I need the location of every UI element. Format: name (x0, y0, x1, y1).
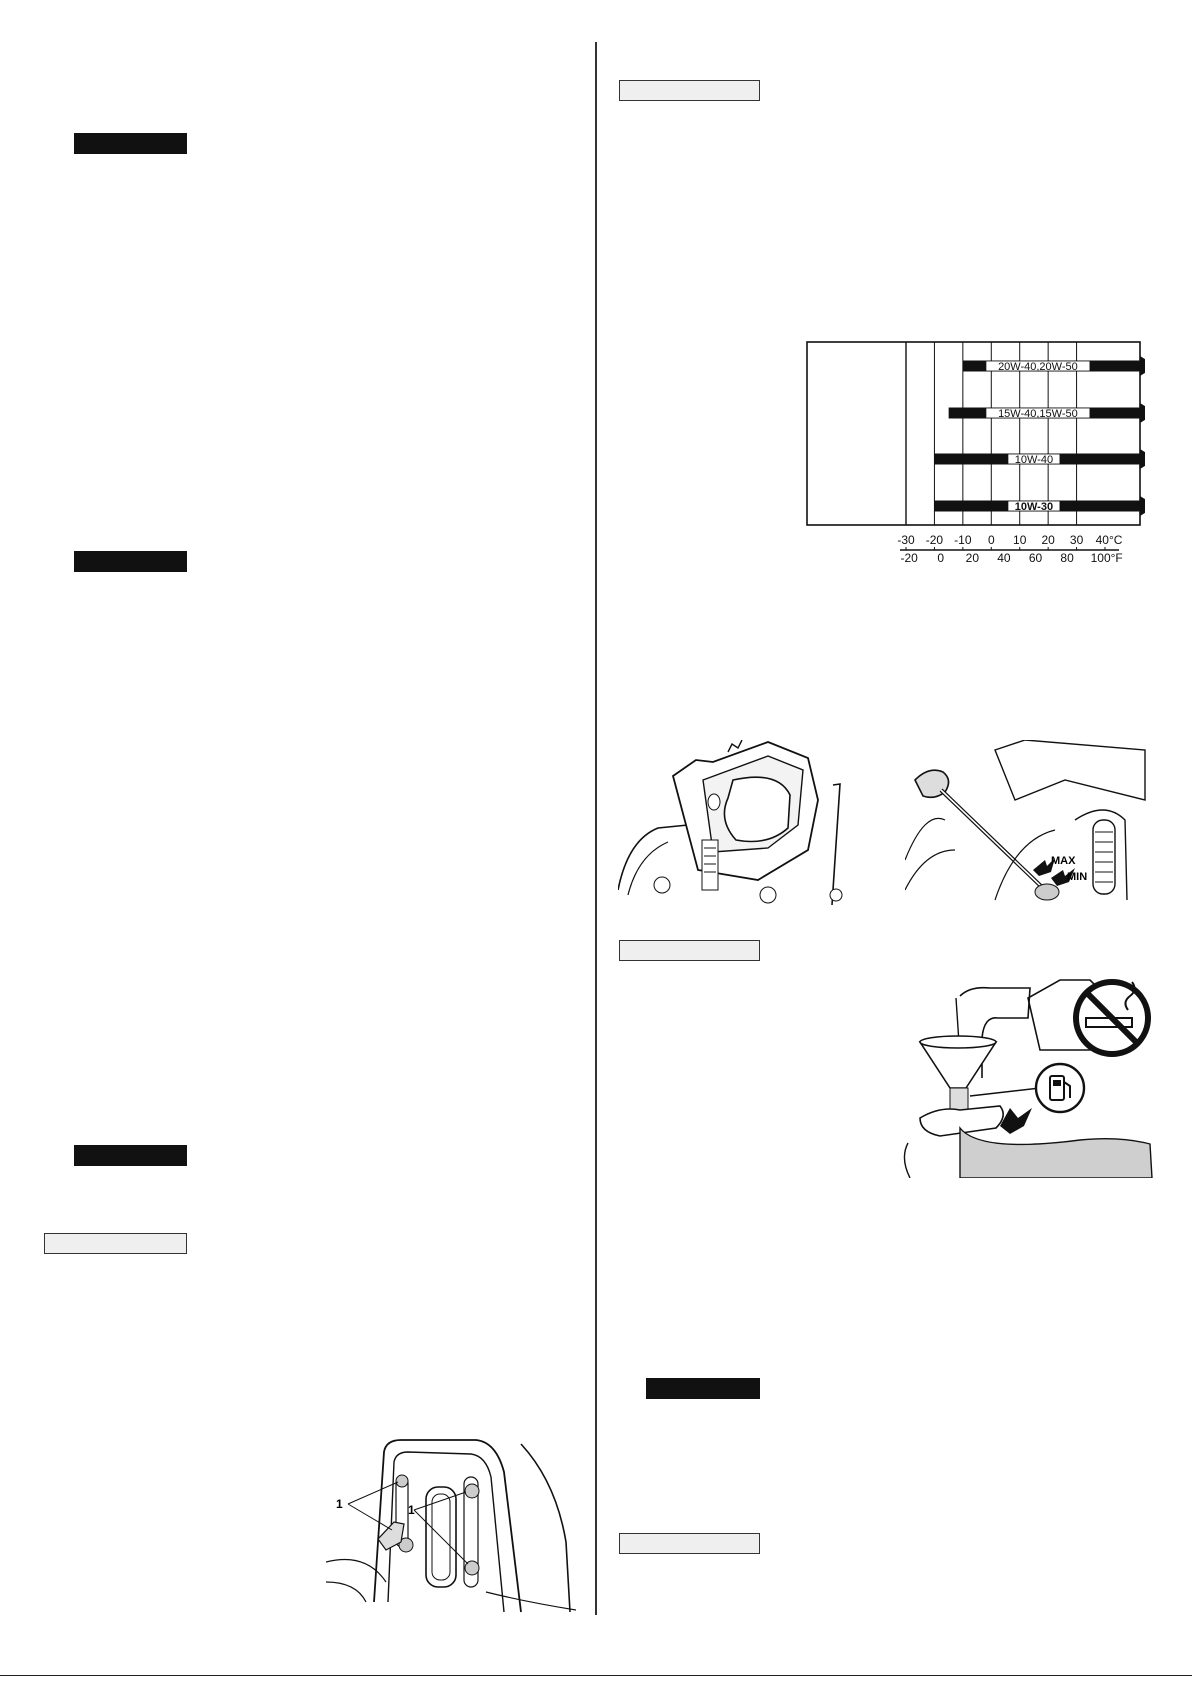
seat-callout-label-left: 1 (336, 1497, 343, 1511)
chart-bar-arrow (1140, 403, 1145, 423)
chart-series-label: 10W-30 (1014, 500, 1054, 513)
celsius-tick-label: 40°C (1095, 533, 1123, 547)
celsius-tick-label: -10 (954, 533, 972, 547)
fahrenheit-tick-label: 40 (997, 551, 1011, 564)
seat-bracket-illustration (326, 1432, 576, 1617)
celsius-tick-label: 10 (1013, 533, 1027, 547)
fahrenheit-tick-label: 100°F (1090, 551, 1123, 564)
warning-banner-3 (74, 1145, 187, 1166)
fahrenheit-tick-label: -20 (900, 551, 918, 564)
chart-series-label: 10W-40 (1014, 453, 1054, 466)
section-label-box-4 (619, 1533, 760, 1554)
footer-rule (0, 1675, 1192, 1676)
dipstick-min-label: MIN (1067, 871, 1088, 883)
celsius-tick-label: -20 (925, 533, 944, 547)
section-label-box-3 (619, 940, 760, 961)
chart-series-label: 20W-40,20W-50 (998, 360, 1078, 373)
warning-banner-4 (646, 1378, 760, 1399)
warning-banner-1 (74, 133, 187, 154)
seat-callout-label-right: 1 (408, 1503, 415, 1517)
fahrenheit-tick-label: 80 (1060, 551, 1074, 564)
fuel-pump-icon (1036, 1064, 1084, 1112)
dipstick-max-label: MAX (1051, 855, 1076, 867)
fahrenheit-tick-label: 60 (1028, 551, 1043, 564)
chart-bar-arrow (1140, 449, 1145, 469)
section-label-box-1 (44, 1233, 187, 1254)
chart-bar-arrow (1140, 356, 1145, 376)
fahrenheit-tick-label: 0 (937, 551, 945, 564)
oil-filler-illustration (618, 740, 868, 905)
fahrenheit-tick-label: 20 (965, 551, 980, 564)
oil-refill-illustration (900, 978, 1155, 1178)
oil-viscosity-chart (805, 338, 1145, 564)
chart-axis (897, 533, 1122, 564)
warning-banner-2 (74, 551, 187, 572)
celsius-tick-label: 30 (1069, 533, 1084, 547)
dipstick-illustration (905, 740, 1155, 905)
section-label-box-2 (619, 80, 760, 101)
celsius-tick-label: 0 (987, 533, 995, 547)
chart-bar-arrow (1140, 496, 1145, 516)
celsius-tick-label: 20 (1041, 533, 1055, 547)
celsius-tick-label: -30 (897, 533, 915, 547)
column-divider (595, 42, 597, 1615)
chart-series-label: 15W-40,15W-50 (998, 407, 1078, 420)
